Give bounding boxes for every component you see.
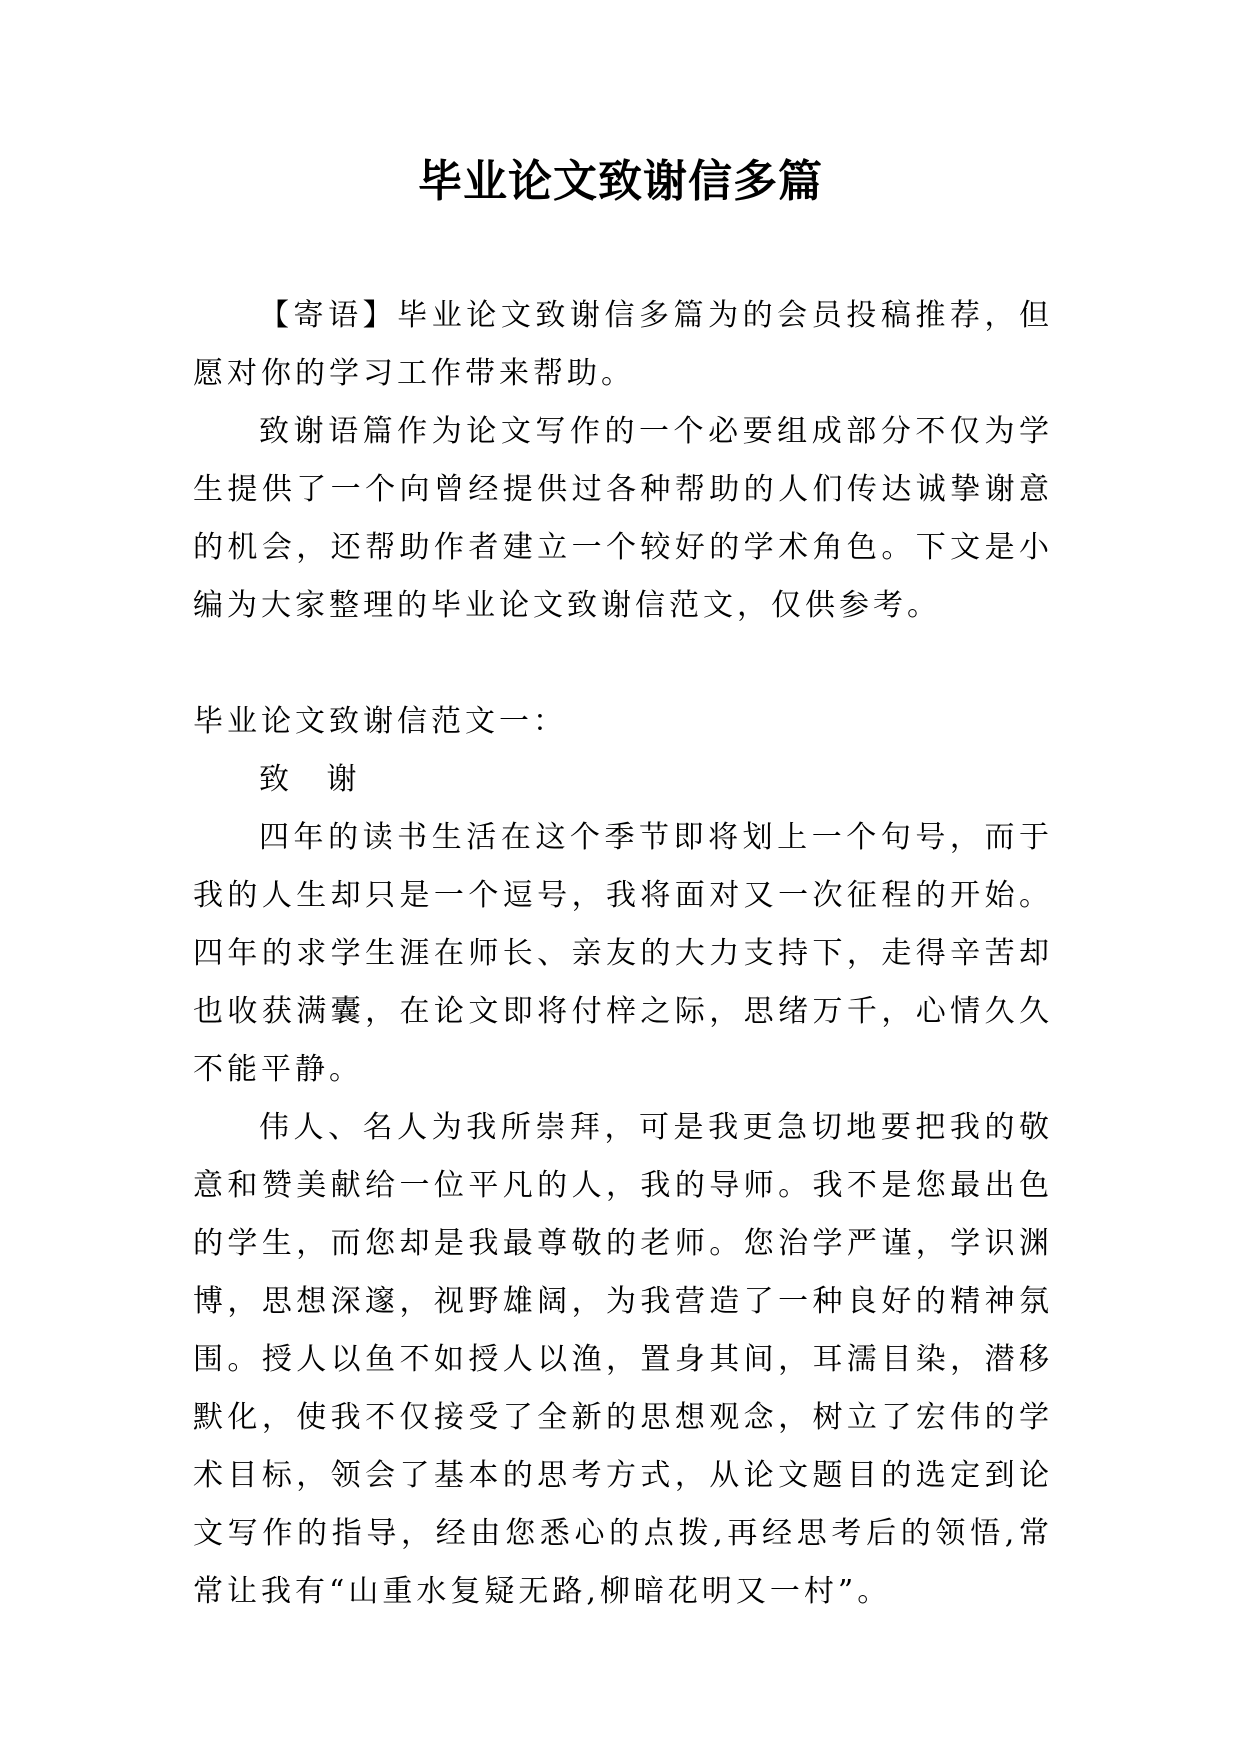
document-body [193, 287, 1053, 1621]
section-subheading: 致 谢 [259, 762, 361, 797]
intro-paragraph: 【寄语】毕业论文致谢信多篇为的会员投稿推荐，但愿对你的学习工作带来帮助。 [193, 298, 1053, 391]
section-heading: 毕业论文致谢信范文一： [193, 704, 567, 739]
body-paragraph: 四年的读书生活在这个季节即将划上一个句号，而于我的人生却只是一个逗号，我将面对又一次征程的开始。四年的求学生涯在师长、亲友的大力支持下，走得辛苦却也收获满囊，在论文即将付梓之际，思绪万千，心情久久不能平静。 [193, 820, 1053, 1087]
intro-paragraph: 致谢语篇作为论文写作的一个必要组成部分不仅为学生提供了一个向曾经提供过各种帮助的人们传达诚挚谢意的机会，还帮助作者建立一个较好的学术角色。下文是小编为大家整理的毕业论文致谢信范文，仅供参考。 [193, 414, 1053, 623]
body-paragraph: 伟人、名人为我所崇拜，可是我更急切地要把我的敬意和赞美献给一位平凡的人，我的导师。我不是您最出色的学生，而您却是我最尊敬的老师。您治学严谨，学识渊博，思想深邃，视野雄阔，为我营造了一种良好的精神氛围。授人以鱼不如授人以渔，置身其间，耳濡目染，潜移默化，使我不仅接受了全新的思想观念，树立了宏伟的学术目标，领会了基本的思考方式，从论文题目的选定到论文写作的指导，经由您悉心的点拨,再经思考后的领悟,常常让我有“山重水复疑无路,柳暗花明又一村”。 [193, 1110, 1053, 1609]
page-title: 毕业论文致谢信多篇 [418, 156, 823, 207]
